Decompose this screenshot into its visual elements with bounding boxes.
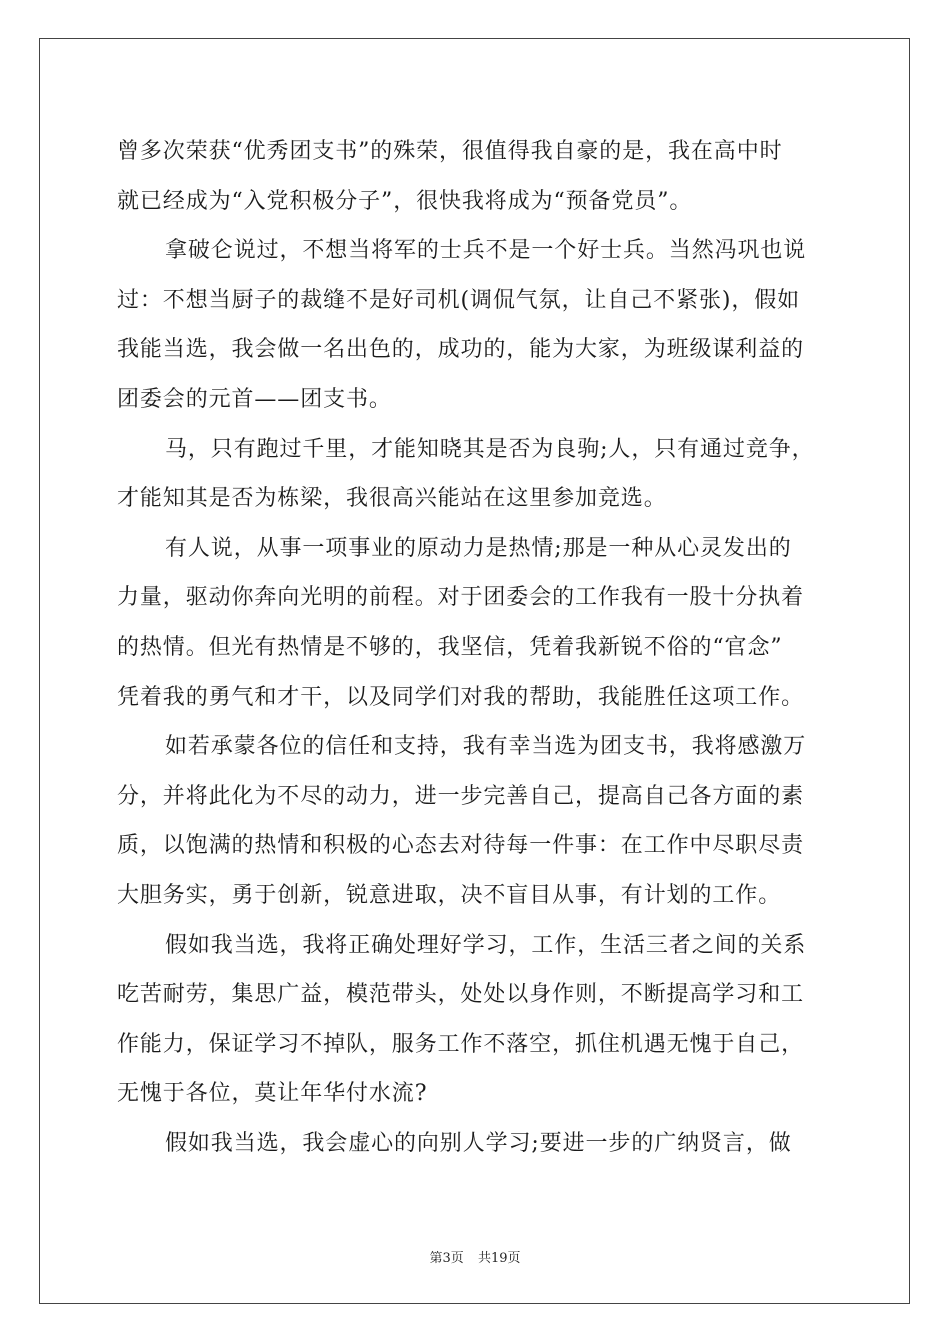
text-line: 无愧于各位，莫让年华付水流? bbox=[117, 1081, 428, 1107]
text-line: 曾多次荣获“优秀团支书”的殊荣，很值得我自豪的是，我在高中时 bbox=[117, 139, 783, 164]
text-line: 才能知其是否为栋梁，我很高兴能站在这里参加竞选。 bbox=[117, 486, 667, 512]
paragraph-start-line: 有人说，从事一项事业的原动力是热情;那是一种从心灵发出的 bbox=[165, 535, 792, 561]
text-line: 分，并将此化为不尽的动力，进一步完善自己，提高自己各方面的素 bbox=[117, 783, 805, 809]
document-body bbox=[117, 127, 833, 1168]
page-total: 共19页 bbox=[477, 1251, 521, 1266]
paragraph-start-line: 假如我当选，我将正确处理好学习，工作，生活三者之间的关系 bbox=[165, 932, 807, 958]
text-line: 我能当选，我会做一名出色的，成功的，能为大家，为班级谋利益的 bbox=[117, 337, 805, 363]
paragraph-start-line: 如若承蒙各位的信任和支持，我有幸当选为团支书，我将感激万 bbox=[165, 734, 807, 760]
page-footer bbox=[0, 1247, 950, 1266]
text-line: 就已经成为“入党积极分子”，很快我将成为“预备党员”。 bbox=[117, 188, 693, 214]
text-line: 大胆务实，勇于创新，锐意进取，决不盲目从事，有计划的工作。 bbox=[117, 882, 782, 908]
text-line: 力量，驱动你奔向光明的前程。对于团委会的工作我有一股十分执着 bbox=[117, 585, 805, 611]
text-line: 团委会的元首——团支书。 bbox=[117, 386, 392, 412]
paragraph-start-line: 假如我当选，我会虚心的向别人学习;要进一步的广纳贤言，做 bbox=[165, 1130, 792, 1156]
paragraph-start-line: 拿破仑说过，不想当将军的士兵不是一个好士兵。当然冯巩也说 bbox=[165, 238, 807, 264]
text-line: 的热情。但光有热情是不够的，我坚信，凭着我新锐不俗的“官念” bbox=[117, 634, 783, 660]
text-line: 吃苦耐劳，集思广益，模范带头，处处以身作则，不断提高学习和工 bbox=[117, 982, 805, 1008]
text-line: 质，以饱满的热情和积极的心态去对待每一件事：在工作中尽职尽责 bbox=[117, 833, 805, 859]
text-line: 凭着我的勇气和才干，以及同学们对我的帮助，我能胜任这项工作。 bbox=[117, 684, 805, 710]
paragraph-start-line: 马，只有跑过千里，才能知晓其是否为良驹;人，只有通过竞争， bbox=[165, 436, 815, 462]
text-line: 过：不想当厨子的裁缝不是好司机(调侃气氛，让自己不紧张)，假如 bbox=[117, 287, 801, 313]
text-line: 作能力，保证学习不掉队，服务工作不落空，抓住机遇无愧于自己， bbox=[117, 1031, 805, 1057]
page-number: 第3页 bbox=[429, 1251, 464, 1266]
